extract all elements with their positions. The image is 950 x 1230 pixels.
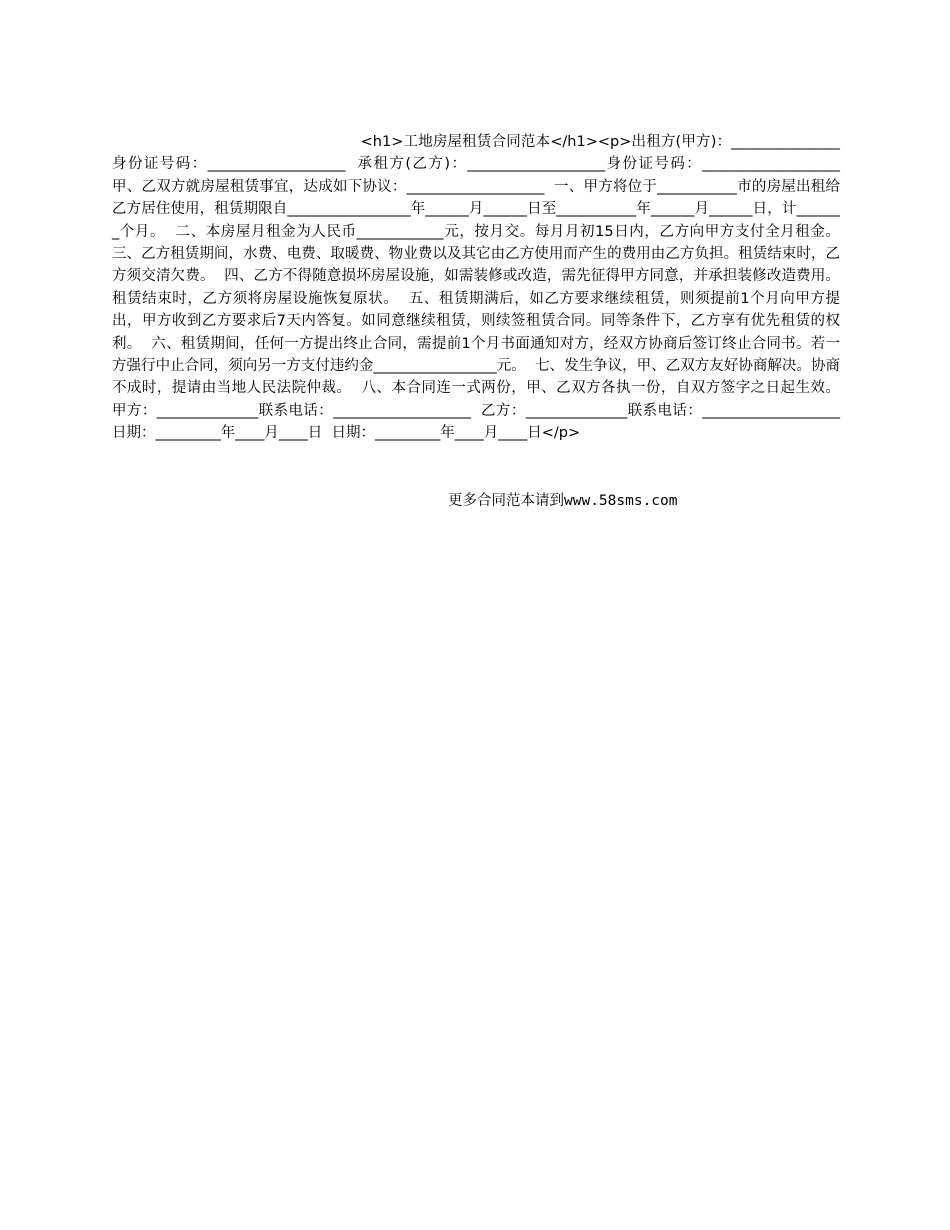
footer-note: [448, 490, 678, 512]
footer-site-link[interactable]: www.58sms.com: [564, 493, 678, 509]
contract-body-text: <h1>工地房屋租赁合同范本</h1><p>出租方(甲方)：_______________身份证号码：___________________ 承租方(乙方)：___________________身份证号码：___________________ 甲、乙双方就房屋租赁事宜，达成如下协议：___________________ 一、甲方将位于___________市的房屋出租给乙方居住使用，租赁期限自_________________年______月______日至___________年______月______日，计_______个月。 二、本房屋月租金为人民币____________元，按月交。每月月初15日内，乙方向甲方支付全月租金。 三、乙方租赁期间，水费、电费、取暖费、物业费以及其它由乙方使用而产生的费用由乙方负担。租赁结束时，乙方须交清欠费。 四、乙方不得随意损坏房屋设施，如需装修或改造，需先征得甲方同意，并承担装修改造费用。租赁结束时，乙方须将房屋设施恢复原状。 五、租赁期满后，如乙方要求继续租赁，则须提前1个月向甲方提出，甲方收到乙方要求后7天内答复。如同意继续租赁，则续签租赁合同。同等条件下，乙方享有优先租赁的权利。 六、租赁期间，任何一方提出终止合同，需提前1个月书面通知对方，经双方协商后签订终止合同书。若一方强行中止合同，须向另一方支付违约金_________________元。 七、发生争议，甲、乙双方友好协商解决。协商不成时，提请由当地人民法院仲裁。 八、本合同连一式两份，甲、乙双方各执一份，自双方签字之日起生效。 甲方：______________联系电话：___________________ 乙方：______________联系电话：___________________ 日期：_________年____月____日 日期：_________年____月____日</p>: [112, 134, 850, 442]
footer-prefix: 更多合同范本请到: [448, 493, 564, 509]
